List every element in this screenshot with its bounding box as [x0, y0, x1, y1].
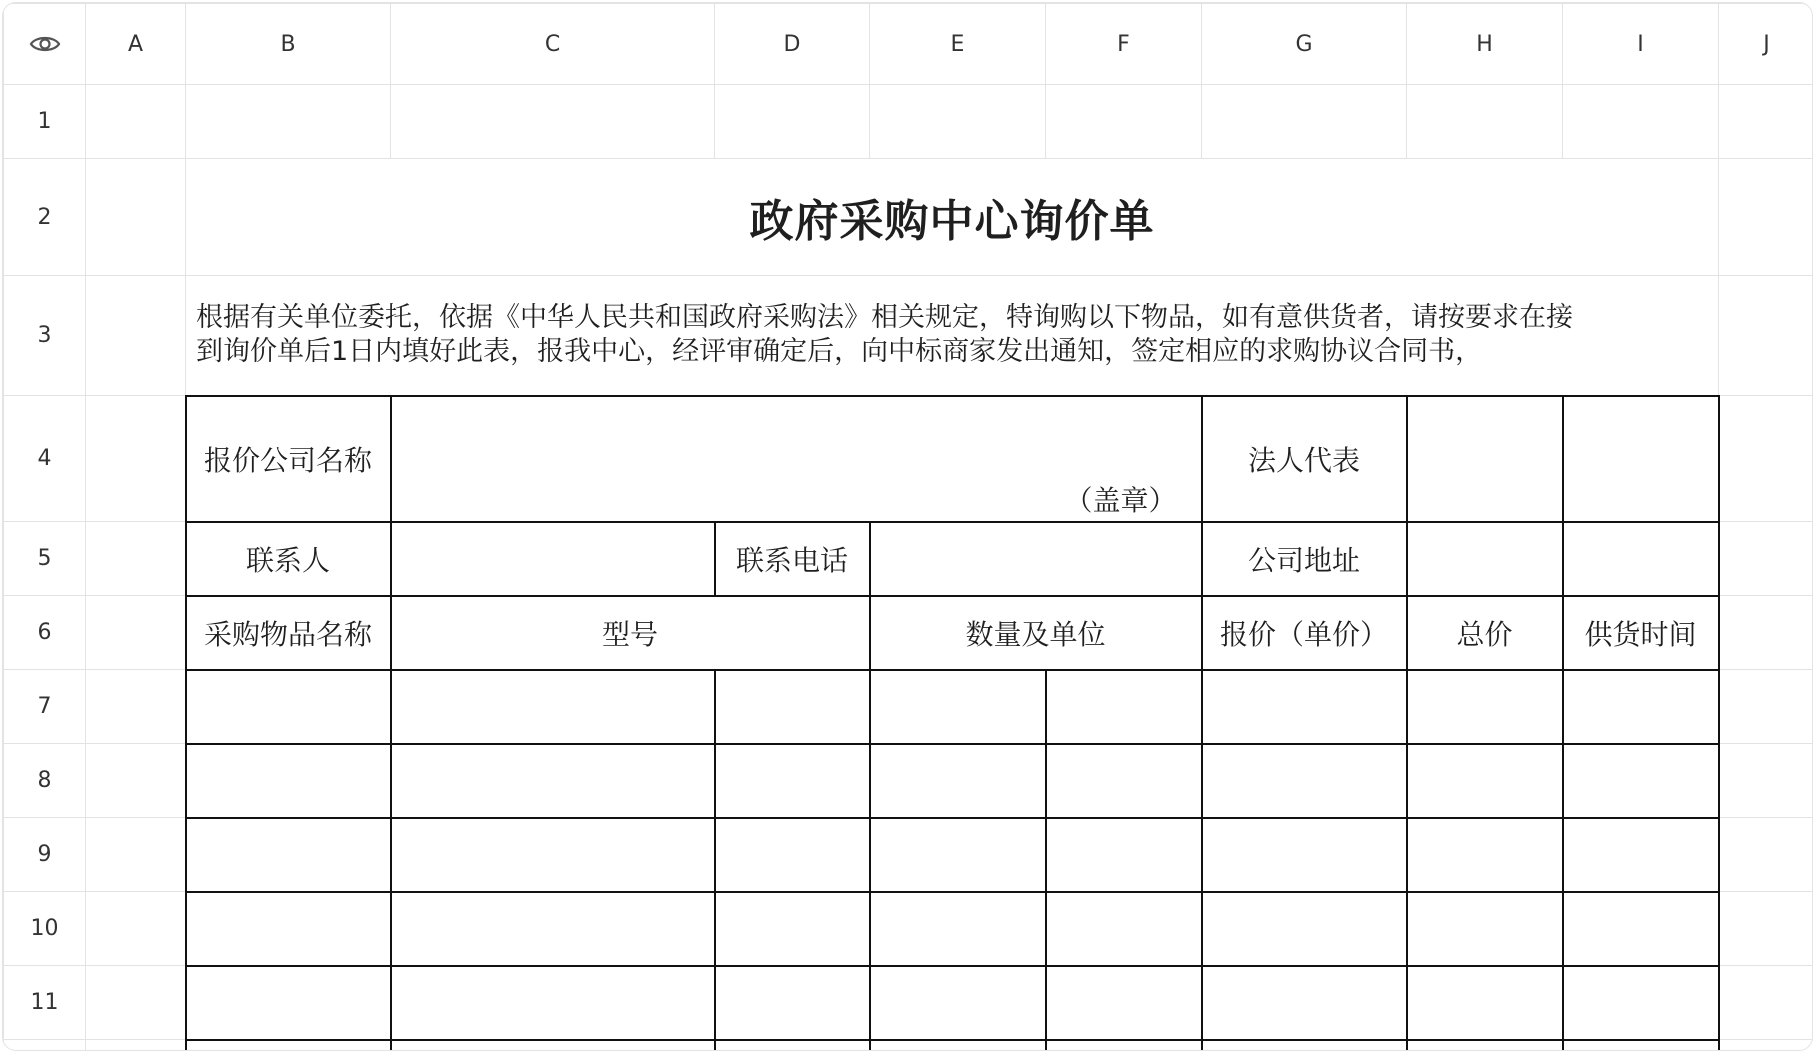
- cell[interactable]: [715, 1040, 870, 1052]
- cell[interactable]: [1563, 744, 1719, 818]
- cell[interactable]: [870, 670, 1046, 744]
- cell[interactable]: [1563, 892, 1719, 966]
- sheet-row: [4, 596, 1814, 670]
- cell[interactable]: [1046, 670, 1202, 744]
- spreadsheet-frame: [2, 2, 1813, 1051]
- cell[interactable]: [1407, 744, 1563, 818]
- address-field[interactable]: [1407, 522, 1563, 596]
- cell[interactable]: [186, 818, 391, 892]
- cell[interactable]: [715, 892, 870, 966]
- column-header-f[interactable]: F: [1046, 4, 1202, 85]
- cell[interactable]: [1202, 966, 1407, 1040]
- cell[interactable]: [1407, 85, 1563, 159]
- sheet-row: [4, 85, 1814, 159]
- cell[interactable]: [1202, 670, 1407, 744]
- cell[interactable]: [1407, 892, 1563, 966]
- cell[interactable]: [1563, 966, 1719, 1040]
- row-header-6[interactable]: 6: [4, 596, 86, 670]
- column-header-i[interactable]: I: [1563, 4, 1719, 85]
- cell[interactable]: [86, 596, 186, 670]
- company-name-field[interactable]: [391, 396, 1202, 522]
- cell[interactable]: [1719, 276, 1814, 396]
- table-row: [4, 892, 1814, 966]
- cell[interactable]: [1407, 670, 1563, 744]
- column-header-j[interactable]: J: [1719, 4, 1814, 85]
- cell[interactable]: [1719, 159, 1814, 276]
- row-header-8[interactable]: 8: [4, 744, 86, 818]
- cell[interactable]: [1046, 744, 1202, 818]
- cell[interactable]: [1202, 1040, 1407, 1052]
- cell[interactable]: [1719, 892, 1814, 966]
- cell[interactable]: [1407, 1040, 1563, 1052]
- row-header-2[interactable]: 2: [4, 159, 86, 276]
- cell[interactable]: [1046, 892, 1202, 966]
- cell[interactable]: [86, 966, 186, 1040]
- cell[interactable]: [86, 85, 186, 159]
- company-name-label[interactable]: 报价公司名称: [186, 396, 391, 522]
- cell[interactable]: [1719, 818, 1814, 892]
- visibility-toggle[interactable]: [4, 4, 86, 85]
- row-header-partial[interactable]: [4, 1040, 86, 1052]
- cell[interactable]: [1202, 892, 1407, 966]
- column-header-a[interactable]: A: [86, 4, 186, 85]
- cell[interactable]: [186, 670, 391, 744]
- cell[interactable]: [86, 670, 186, 744]
- cell[interactable]: [715, 744, 870, 818]
- cell[interactable]: [391, 966, 715, 1040]
- column-header-g[interactable]: G: [1202, 4, 1407, 85]
- cell[interactable]: [1046, 818, 1202, 892]
- row-header-7[interactable]: 7: [4, 670, 86, 744]
- cell[interactable]: [870, 818, 1046, 892]
- address-label[interactable]: 公司地址: [1202, 522, 1407, 596]
- phone-label[interactable]: 联系电话: [715, 522, 870, 596]
- cell[interactable]: [1563, 85, 1719, 159]
- row-header-3[interactable]: 3: [4, 276, 86, 396]
- column-header-c[interactable]: C: [391, 4, 715, 85]
- cell[interactable]: [86, 276, 186, 396]
- quantity-header[interactable]: 数量及单位: [870, 596, 1202, 670]
- cell[interactable]: [1719, 670, 1814, 744]
- cell[interactable]: [870, 744, 1046, 818]
- eye-icon: [29, 33, 61, 55]
- legal-rep-label[interactable]: 法人代表: [1202, 396, 1407, 522]
- cell[interactable]: [715, 818, 870, 892]
- row-header-9[interactable]: 9: [4, 818, 86, 892]
- cell[interactable]: [1046, 85, 1202, 159]
- cell[interactable]: [1407, 966, 1563, 1040]
- cell[interactable]: [86, 744, 186, 818]
- cell[interactable]: [870, 1040, 1046, 1052]
- model-header[interactable]: 型号: [391, 596, 870, 670]
- cell[interactable]: [86, 1040, 186, 1052]
- item-name-header[interactable]: 采购物品名称: [186, 596, 391, 670]
- legal-rep-field[interactable]: [1407, 396, 1563, 522]
- sheet-row: [4, 522, 1814, 596]
- phone-field[interactable]: [870, 522, 1202, 596]
- contact-field[interactable]: [391, 522, 715, 596]
- cell[interactable]: [391, 85, 715, 159]
- row-header-5[interactable]: 5: [4, 522, 86, 596]
- cell[interactable]: [186, 966, 391, 1040]
- cell[interactable]: [186, 744, 391, 818]
- column-header-d[interactable]: D: [715, 4, 870, 85]
- cell[interactable]: [1407, 818, 1563, 892]
- form-title[interactable]: 政府采购中心询价单: [186, 159, 1719, 276]
- cell[interactable]: [1563, 818, 1719, 892]
- column-header-b[interactable]: B: [186, 4, 391, 85]
- seal-label: （盖章）: [1064, 483, 1177, 517]
- cell[interactable]: [870, 892, 1046, 966]
- cell[interactable]: [1719, 522, 1814, 596]
- cell[interactable]: [1046, 1040, 1202, 1052]
- cell[interactable]: [86, 892, 186, 966]
- cell[interactable]: [1563, 522, 1719, 596]
- cell[interactable]: [391, 744, 715, 818]
- cell[interactable]: [1202, 818, 1407, 892]
- unit-price-header[interactable]: 报价（单价）: [1202, 596, 1407, 670]
- cell[interactable]: [391, 670, 715, 744]
- row-header-1[interactable]: 1: [4, 85, 86, 159]
- cell[interactable]: [1563, 1040, 1719, 1052]
- sheet-row: [4, 396, 1814, 522]
- table-row: [4, 1040, 1814, 1052]
- cell[interactable]: [1202, 85, 1407, 159]
- table-row: [4, 818, 1814, 892]
- cell[interactable]: [1719, 396, 1814, 522]
- cell[interactable]: [186, 892, 391, 966]
- delivery-header[interactable]: 供货时间: [1563, 596, 1719, 670]
- total-header[interactable]: 总价: [1407, 596, 1563, 670]
- intro-text-cell[interactable]: [186, 276, 1719, 396]
- column-header-e[interactable]: E: [870, 4, 1046, 85]
- cell[interactable]: [870, 85, 1046, 159]
- column-header-h[interactable]: H: [1407, 4, 1563, 85]
- row-header-11[interactable]: 11: [4, 966, 86, 1040]
- cell[interactable]: [186, 1040, 391, 1052]
- spreadsheet-grid: [3, 3, 1813, 1051]
- sheet-row: [4, 159, 1814, 276]
- table-row: [4, 670, 1814, 744]
- cell[interactable]: [1046, 966, 1202, 1040]
- row-header-10[interactable]: 10: [4, 892, 86, 966]
- cell[interactable]: [1719, 966, 1814, 1040]
- cell[interactable]: [86, 396, 186, 522]
- cell[interactable]: [715, 966, 870, 1040]
- intro-line-2: 到询价单后1日内填好此表，报我中心，经评审确定后，向中标商家发出通知，签定相应的求购协议合同书，: [196, 336, 1483, 368]
- cell[interactable]: [715, 670, 870, 744]
- row-header-4[interactable]: 4: [4, 396, 86, 522]
- sheet-row: [4, 276, 1814, 396]
- cell[interactable]: [391, 1040, 715, 1052]
- cell[interactable]: [186, 85, 391, 159]
- table-row: [4, 966, 1814, 1040]
- cell[interactable]: [1719, 596, 1814, 670]
- column-header-row: [4, 4, 1814, 85]
- intro-line-1: 根据有关单位委托，依据《中华人民共和国政府采购法》相关规定，特询购以下物品，如有意供货者，请按要求在接: [196, 302, 1573, 334]
- cell[interactable]: [1719, 1040, 1814, 1052]
- cell[interactable]: [86, 159, 186, 276]
- cell[interactable]: [1202, 744, 1407, 818]
- cell[interactable]: [715, 85, 870, 159]
- cell[interactable]: [1719, 85, 1814, 159]
- table-row: [4, 744, 1814, 818]
- cell[interactable]: [1563, 396, 1719, 522]
- cell[interactable]: [1563, 670, 1719, 744]
- cell[interactable]: [870, 966, 1046, 1040]
- cell[interactable]: [391, 818, 715, 892]
- cell[interactable]: [86, 818, 186, 892]
- cell[interactable]: [86, 522, 186, 596]
- cell[interactable]: [391, 892, 715, 966]
- contact-label[interactable]: 联系人: [186, 522, 391, 596]
- cell[interactable]: [1719, 744, 1814, 818]
